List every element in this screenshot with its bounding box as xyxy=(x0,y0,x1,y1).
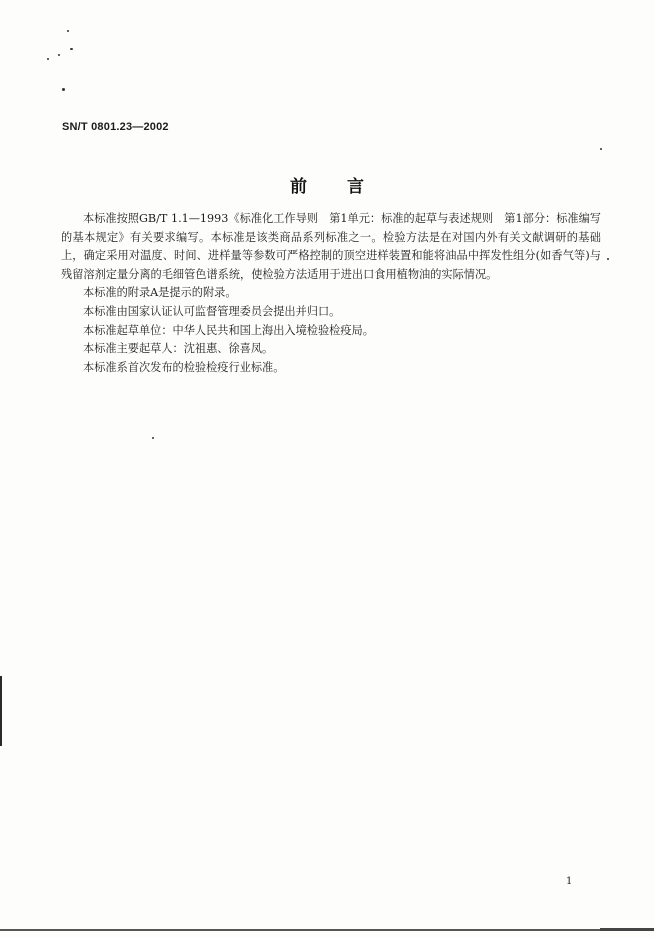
scan-speck xyxy=(70,48,73,50)
standard-code: SN/T 0801.23—2002 xyxy=(62,121,169,133)
scan-speck xyxy=(62,88,65,91)
scan-edge-mark xyxy=(0,929,654,931)
paragraph: 本标准主要起草人：沈祖惠、徐喜凤。 xyxy=(83,342,274,356)
preface-body xyxy=(61,210,601,377)
scan-speck xyxy=(58,54,60,56)
page-title: 前言 xyxy=(290,177,404,197)
paragraph: 本标准系首次发布的检验检疫行业标准。 xyxy=(83,360,285,374)
scan-edge-mark xyxy=(0,676,2,746)
paragraph: 本标准的附录A是提示的附录。 xyxy=(83,286,237,300)
paragraph: 本标准按照GB/T 1.1—1993《标准化工作导则 第1单元：标准的起草与表述规则 第1部分：标准编写的基本规定》有关要求编写。本标准是该类商品系列标准之一。检验方法是在对国内外有关文献调研的基础上，确定采用对温度、时间、进样量等参数可严格控制的顶空进样装置和能将油品中挥发性组分(如香气等)与残留溶剂定量分离的毛细管色谱系统，使检验方法适用于进出口食用植物油的实际情况。 xyxy=(61,212,601,281)
scan-speck xyxy=(600,148,602,150)
paragraph: 本标准由国家认证认可监督管理委员会提出并归口。 xyxy=(83,304,341,318)
paragraph: 本标准起草单位：中华人民共和国上海出入境检验检疫局。 xyxy=(83,323,374,337)
scan-speck xyxy=(47,58,49,60)
scan-speck xyxy=(152,437,154,439)
page-number: 1 xyxy=(566,876,573,887)
scan-edge-mark xyxy=(600,928,654,931)
scan-speck xyxy=(607,258,609,260)
scan-speck xyxy=(67,30,69,32)
